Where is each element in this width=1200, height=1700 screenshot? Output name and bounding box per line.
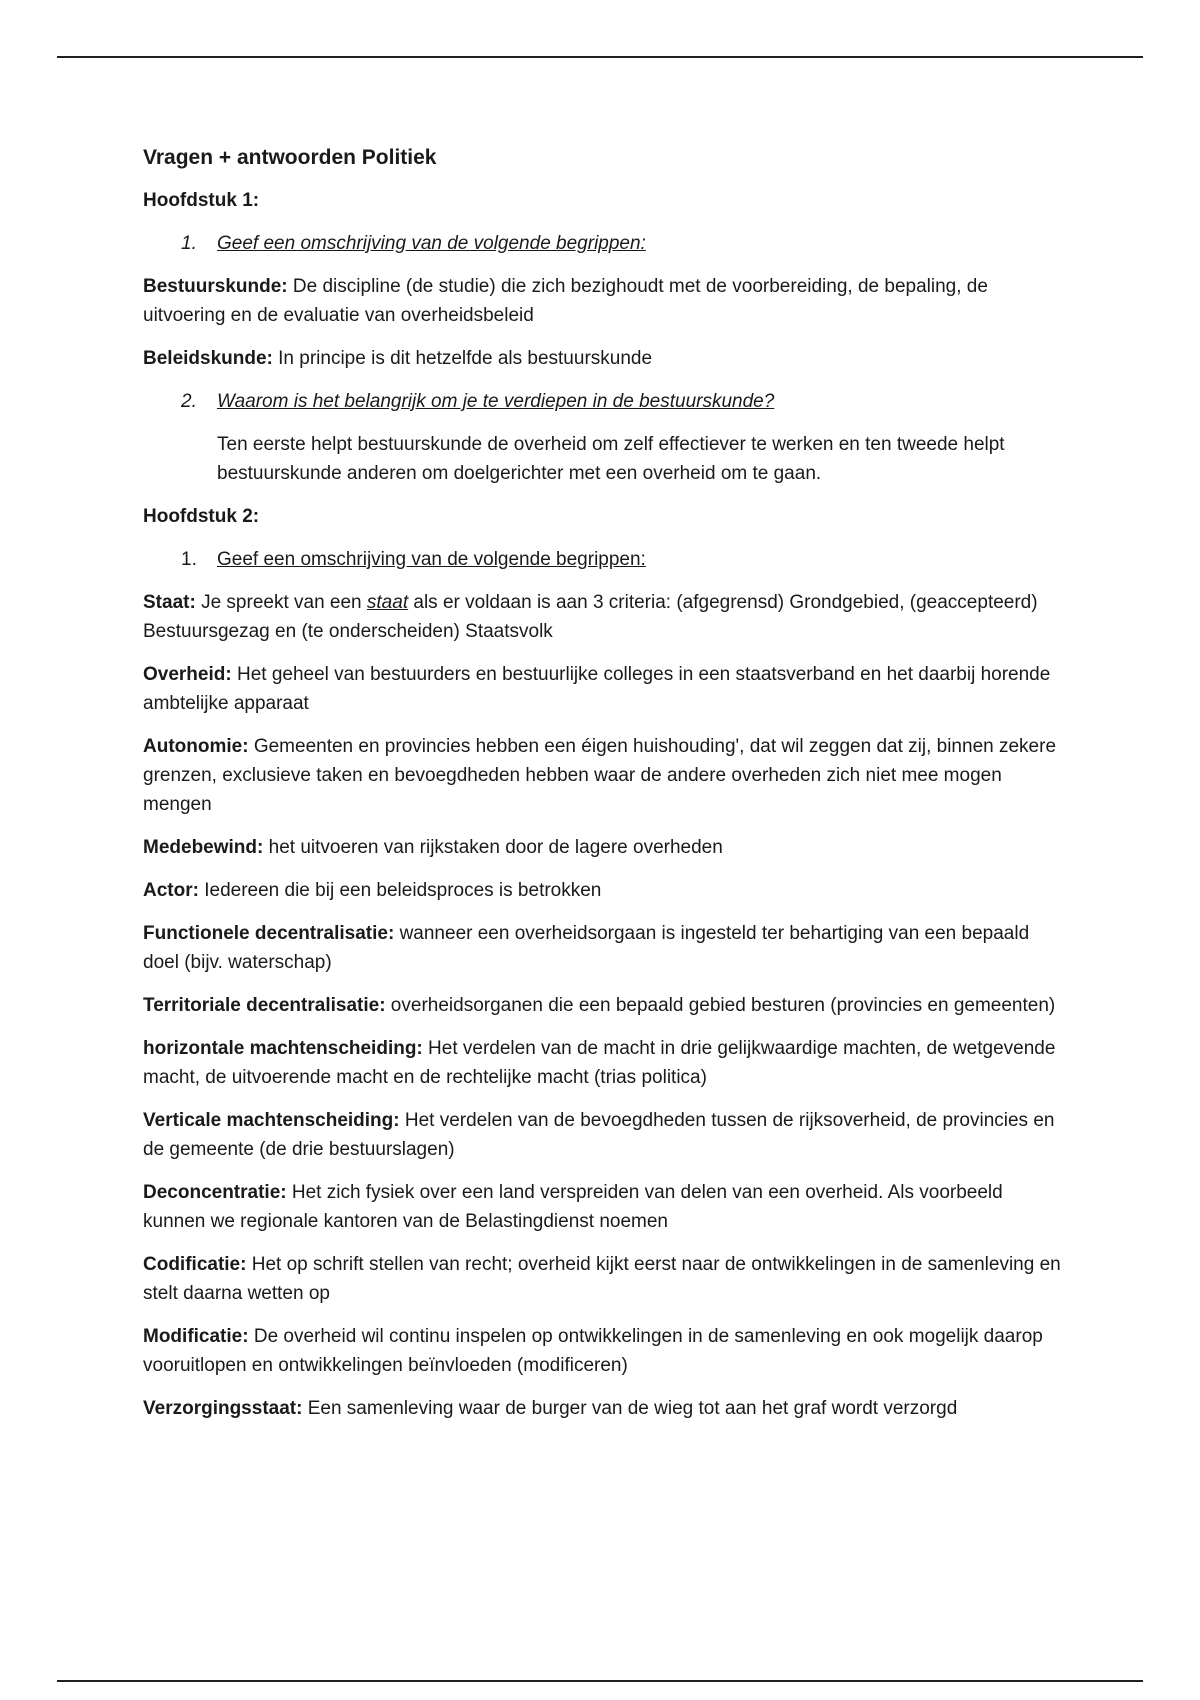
definition-term: Bestuurskunde: <box>143 276 288 297</box>
definition-term: Deconcentratie: <box>143 1182 287 1203</box>
definition-term: Territoriale decentralisatie: <box>143 995 386 1016</box>
question-text: Geef een omschrijving van de volgende begrippen: <box>217 549 646 570</box>
definition-term: Modificatie: <box>143 1326 249 1347</box>
chapter-1-question-1 <box>143 229 1063 258</box>
chapter-1-question-2-answer: Ten eerste helpt bestuurskunde de overheid om zelf effectiever te werken en ten tweede helpt bestuurskunde anderen om doelgerichter met een overheid om te gaan. <box>217 434 1005 484</box>
definition-term: Medebewind: <box>143 837 264 858</box>
definition-emphasis: staat <box>366 592 409 613</box>
question-text: Geef een omschrijving van de volgende begrippen: <box>217 233 646 254</box>
definition-modificatie <box>143 1322 1063 1380</box>
definition-text: overheidsorganen die een bepaald gebied besturen (provincies en gemeenten) <box>385 995 1056 1016</box>
definition-autonomie <box>143 732 1063 819</box>
question-number: 1. <box>181 233 197 254</box>
question-number: 2. <box>181 391 197 412</box>
definition-text-pre: Je spreekt van een <box>195 592 367 613</box>
definition-text: Het verdelen van de bevoegdheden tussen de rijksoverheid, de provincies en de gemeente (de drie bestuurslagen) <box>143 1110 1055 1160</box>
definition-text: Het geheel van bestuurders en bestuurlijke colleges in een staatsverband en het daarbij horende ambtelijke apparaat <box>143 664 1051 714</box>
definition-text: het uitvoeren van rijkstaken door de lagere overheden <box>263 837 723 858</box>
question-number: 1. <box>181 549 197 570</box>
chapter-2-question-1 <box>143 545 1063 574</box>
definition-functionele-decentralisatie <box>143 919 1063 977</box>
document-title: Vragen + antwoorden Politiek <box>143 146 437 169</box>
definition-bestuurskunde <box>143 272 1063 330</box>
definition-horizontale-machtenscheiding <box>143 1034 1063 1092</box>
definition-text: Het zich fysiek over een land verspreiden van delen van een overheid. Als voorbeeld kunnen we regionale kantoren van de Belastingdienst noemen <box>143 1182 1003 1232</box>
definition-term: Codificatie: <box>143 1254 247 1275</box>
definition-term: Autonomie: <box>143 736 249 757</box>
document-body <box>143 143 1063 1437</box>
definition-term: Overheid: <box>143 664 232 685</box>
definition-codificatie <box>143 1250 1063 1308</box>
definition-territoriale-decentralisatie <box>143 991 1063 1020</box>
definition-text-post: als er voldaan is aan 3 criteria: (afgegrensd) Grondgebied, (geaccepteerd) Bestuursgezag en (te onderscheiden) Staatsvolk <box>143 592 1038 642</box>
definition-term: horizontale machtenscheiding: <box>143 1038 423 1059</box>
definition-verzorgingsstaat <box>143 1394 1063 1423</box>
definition-text: De discipline (de studie) die zich bezighoudt met de voorbereiding, de bepaling, de uitvoering en de evaluatie van overheidsbeleid <box>143 276 988 326</box>
definition-term: Staat: <box>143 592 196 613</box>
definition-actor <box>143 876 1063 905</box>
definition-text: Het verdelen van de macht in drie gelijkwaardige machten, de wetgevende macht, de uitvoerende macht en de rechtelijke macht (trias politica) <box>143 1038 1056 1088</box>
definition-term: Beleidskunde: <box>143 348 273 369</box>
definition-beleidskunde <box>143 344 1063 373</box>
definition-deconcentratie <box>143 1178 1063 1236</box>
definition-term: Verticale machtenscheiding: <box>143 1110 400 1131</box>
definition-verticale-machtenscheiding <box>143 1106 1063 1164</box>
definition-text: In principe is dit hetzelfde als bestuurskunde <box>272 348 653 369</box>
definition-term: Functionele decentralisatie: <box>143 923 395 944</box>
page-top-rule <box>57 56 1143 58</box>
definition-term: Verzorgingsstaat: <box>143 1398 303 1419</box>
definition-text: Iedereen die bij een beleidsproces is betrokken <box>198 880 602 901</box>
definition-text: De overheid wil continu inspelen op ontwikkelingen in de samenleving en ook mogelijk daarop vooruitlopen en ontwikkelingen beïnvloeden (modificeren) <box>143 1326 1043 1376</box>
definition-term: Actor: <box>143 880 199 901</box>
page-bottom-rule <box>57 1680 1143 1682</box>
definition-overheid <box>143 660 1063 718</box>
chapter-1-question-2 <box>143 387 1063 416</box>
question-text: Waarom is het belangrijk om je te verdiepen in de bestuurskunde? <box>217 391 775 412</box>
definition-staat <box>143 588 1063 646</box>
definition-text: Een samenleving waar de burger van de wieg tot aan het graf wordt verzorgd <box>302 1398 958 1419</box>
chapter-1-heading: Hoofdstuk 1: <box>143 190 260 211</box>
definition-text: wanneer een overheidsorgaan is ingesteld ter behartiging van een bepaald doel (bijv. waterschap) <box>143 923 1030 973</box>
definition-medebewind <box>143 833 1063 862</box>
definition-text: Het op schrift stellen van recht; overheid kijkt eerst naar de ontwikkelingen in de samenleving en stelt daarna wetten op <box>143 1254 1061 1304</box>
chapter-2-heading: Hoofdstuk 2: <box>143 506 260 527</box>
definition-text: Gemeenten en provincies hebben een éigen huishouding', dat wil zeggen dat zij, binnen zekere grenzen, exclusieve taken en bevoegdheden hebben waar de andere overheden zich niet mee mogen mengen <box>143 736 1057 815</box>
